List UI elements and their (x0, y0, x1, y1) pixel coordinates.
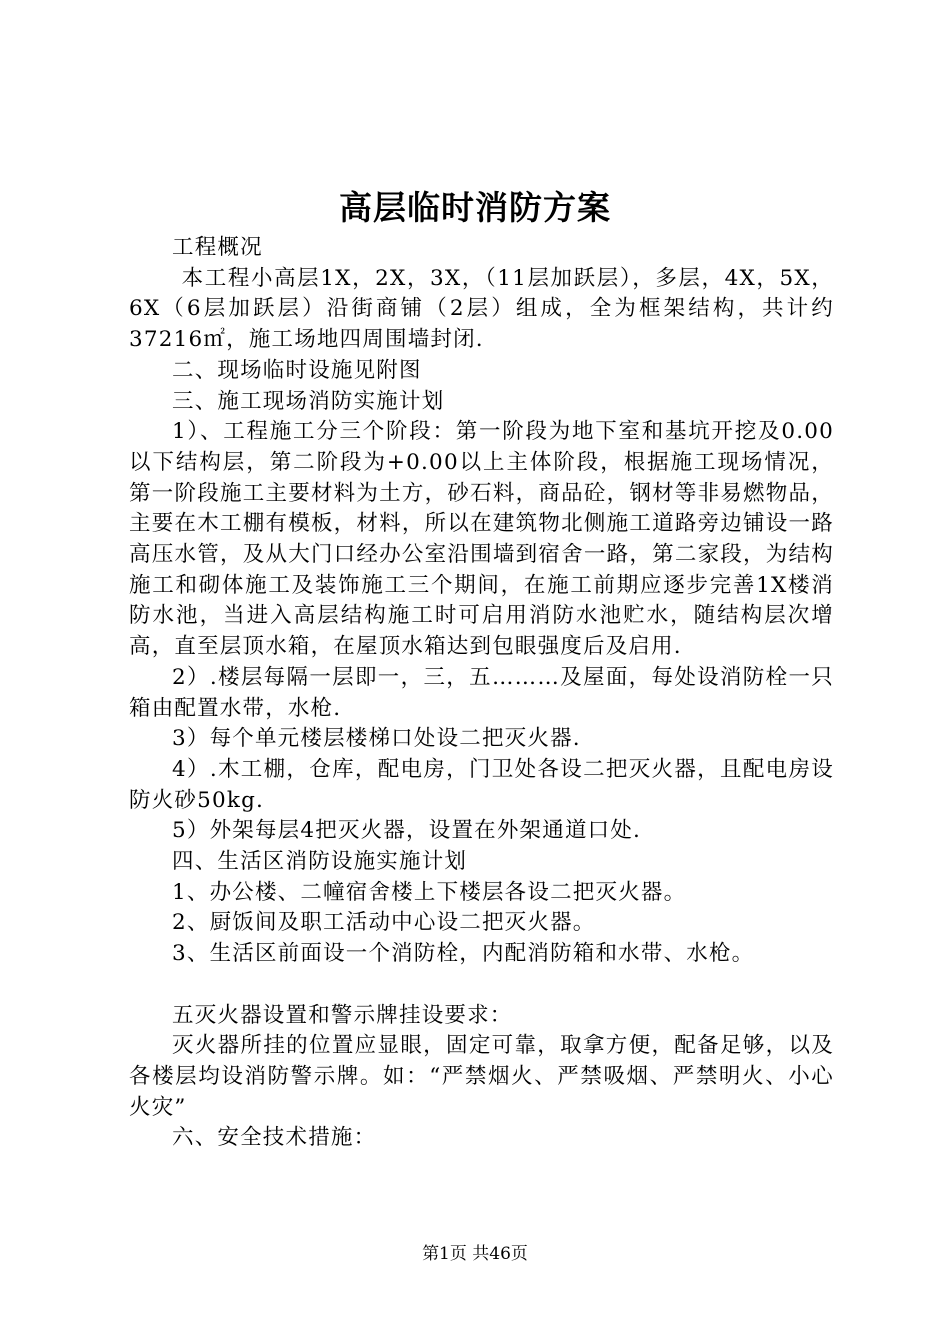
paragraph-item-1: 1）、工程施工分三个阶段：第一阶段为地下室和基坑开挖及0.00以下结构层，第二阶段为+0.00以上主体阶段，根据施工现场情况，第一阶段施工主要材料为土方，砂石料，商品砼，钢材等非易燃物品，主要在木工棚有模板，材料，所以在建筑物北侧施工道路旁边铺设一路高压水管，及从大门口经办公室沿围墙到宿舍一路，第二家段，为结构施工和砌体施工及装饰施工三个期间，在施工前期应逐步完善1X楼消防水池，当进入高层结构施工时可启用消防水池贮水，随结构层次增高，直至层顶水箱，在屋顶水箱达到包眼强度后及启用. (129, 419, 834, 660)
paragraph-section-2-heading: 二、现场临时设施见附图 (172, 357, 422, 383)
paragraph-section-6-heading: 六、安全技术措施： (172, 1125, 377, 1151)
paragraph-living-item-1: 1、办公楼、二幢宿舍楼上下楼层各设二把灭火器。 (172, 879, 687, 905)
paragraph-item-4: 4）.木工棚，仓库，配电房，门卫处各设二把灭火器，且配电房设防火砂50kg. (129, 756, 834, 813)
document-title: 高层临时消防方案 (339, 188, 611, 227)
paragraph-project-overview: 本工程小高层1X，2X，3X，（11层加跃层），多层，4X，5X，6X（6层加跃层）沿街商铺（2层）组成，全为框架结构，共计约37216㎡，施工场地四周围墙封闭. (129, 265, 834, 353)
paragraph-section-5-heading: 五灭火器设置和警示牌挂设要求： (172, 1002, 513, 1028)
paragraph-living-item-2: 2、厨饭间及职工活动中心设二把灭火器。 (172, 910, 596, 936)
blank-line (129, 970, 834, 1001)
document-body (129, 233, 834, 1154)
page-footer: 第1页 共46页 (422, 1244, 528, 1264)
paragraph-item-2: 2）.楼层每隔一层即一，三，五………及屋面，每处设消防栓一只箱由配置水带，水枪. (129, 664, 834, 721)
paragraph-item-3: 3）每个单元楼层楼梯口处设二把灭火器. (172, 726, 581, 752)
paragraph-extinguisher-requirements: 灭火器所挂的位置应显眼，固定可靠，取拿方便，配备足够，以及各楼层均设消防警示牌。如：“严禁烟火、严禁吸烟、严禁明火、小心火灾” (129, 1033, 834, 1120)
paragraph-section-4-heading: 四、生活区消防设施实施计划 (172, 849, 468, 875)
paragraph-project-overview-heading: 工程概况 (172, 235, 263, 260)
paragraph-section-3-heading: 三、施工现场消防实施计划 (172, 388, 445, 414)
paragraph-item-5: 5）外架每层4把灭火器，设置在外架通道口处. (172, 818, 642, 844)
paragraph-living-item-3: 3、生活区前面设一个消防栓，内配消防箱和水带、水枪。 (172, 941, 755, 967)
